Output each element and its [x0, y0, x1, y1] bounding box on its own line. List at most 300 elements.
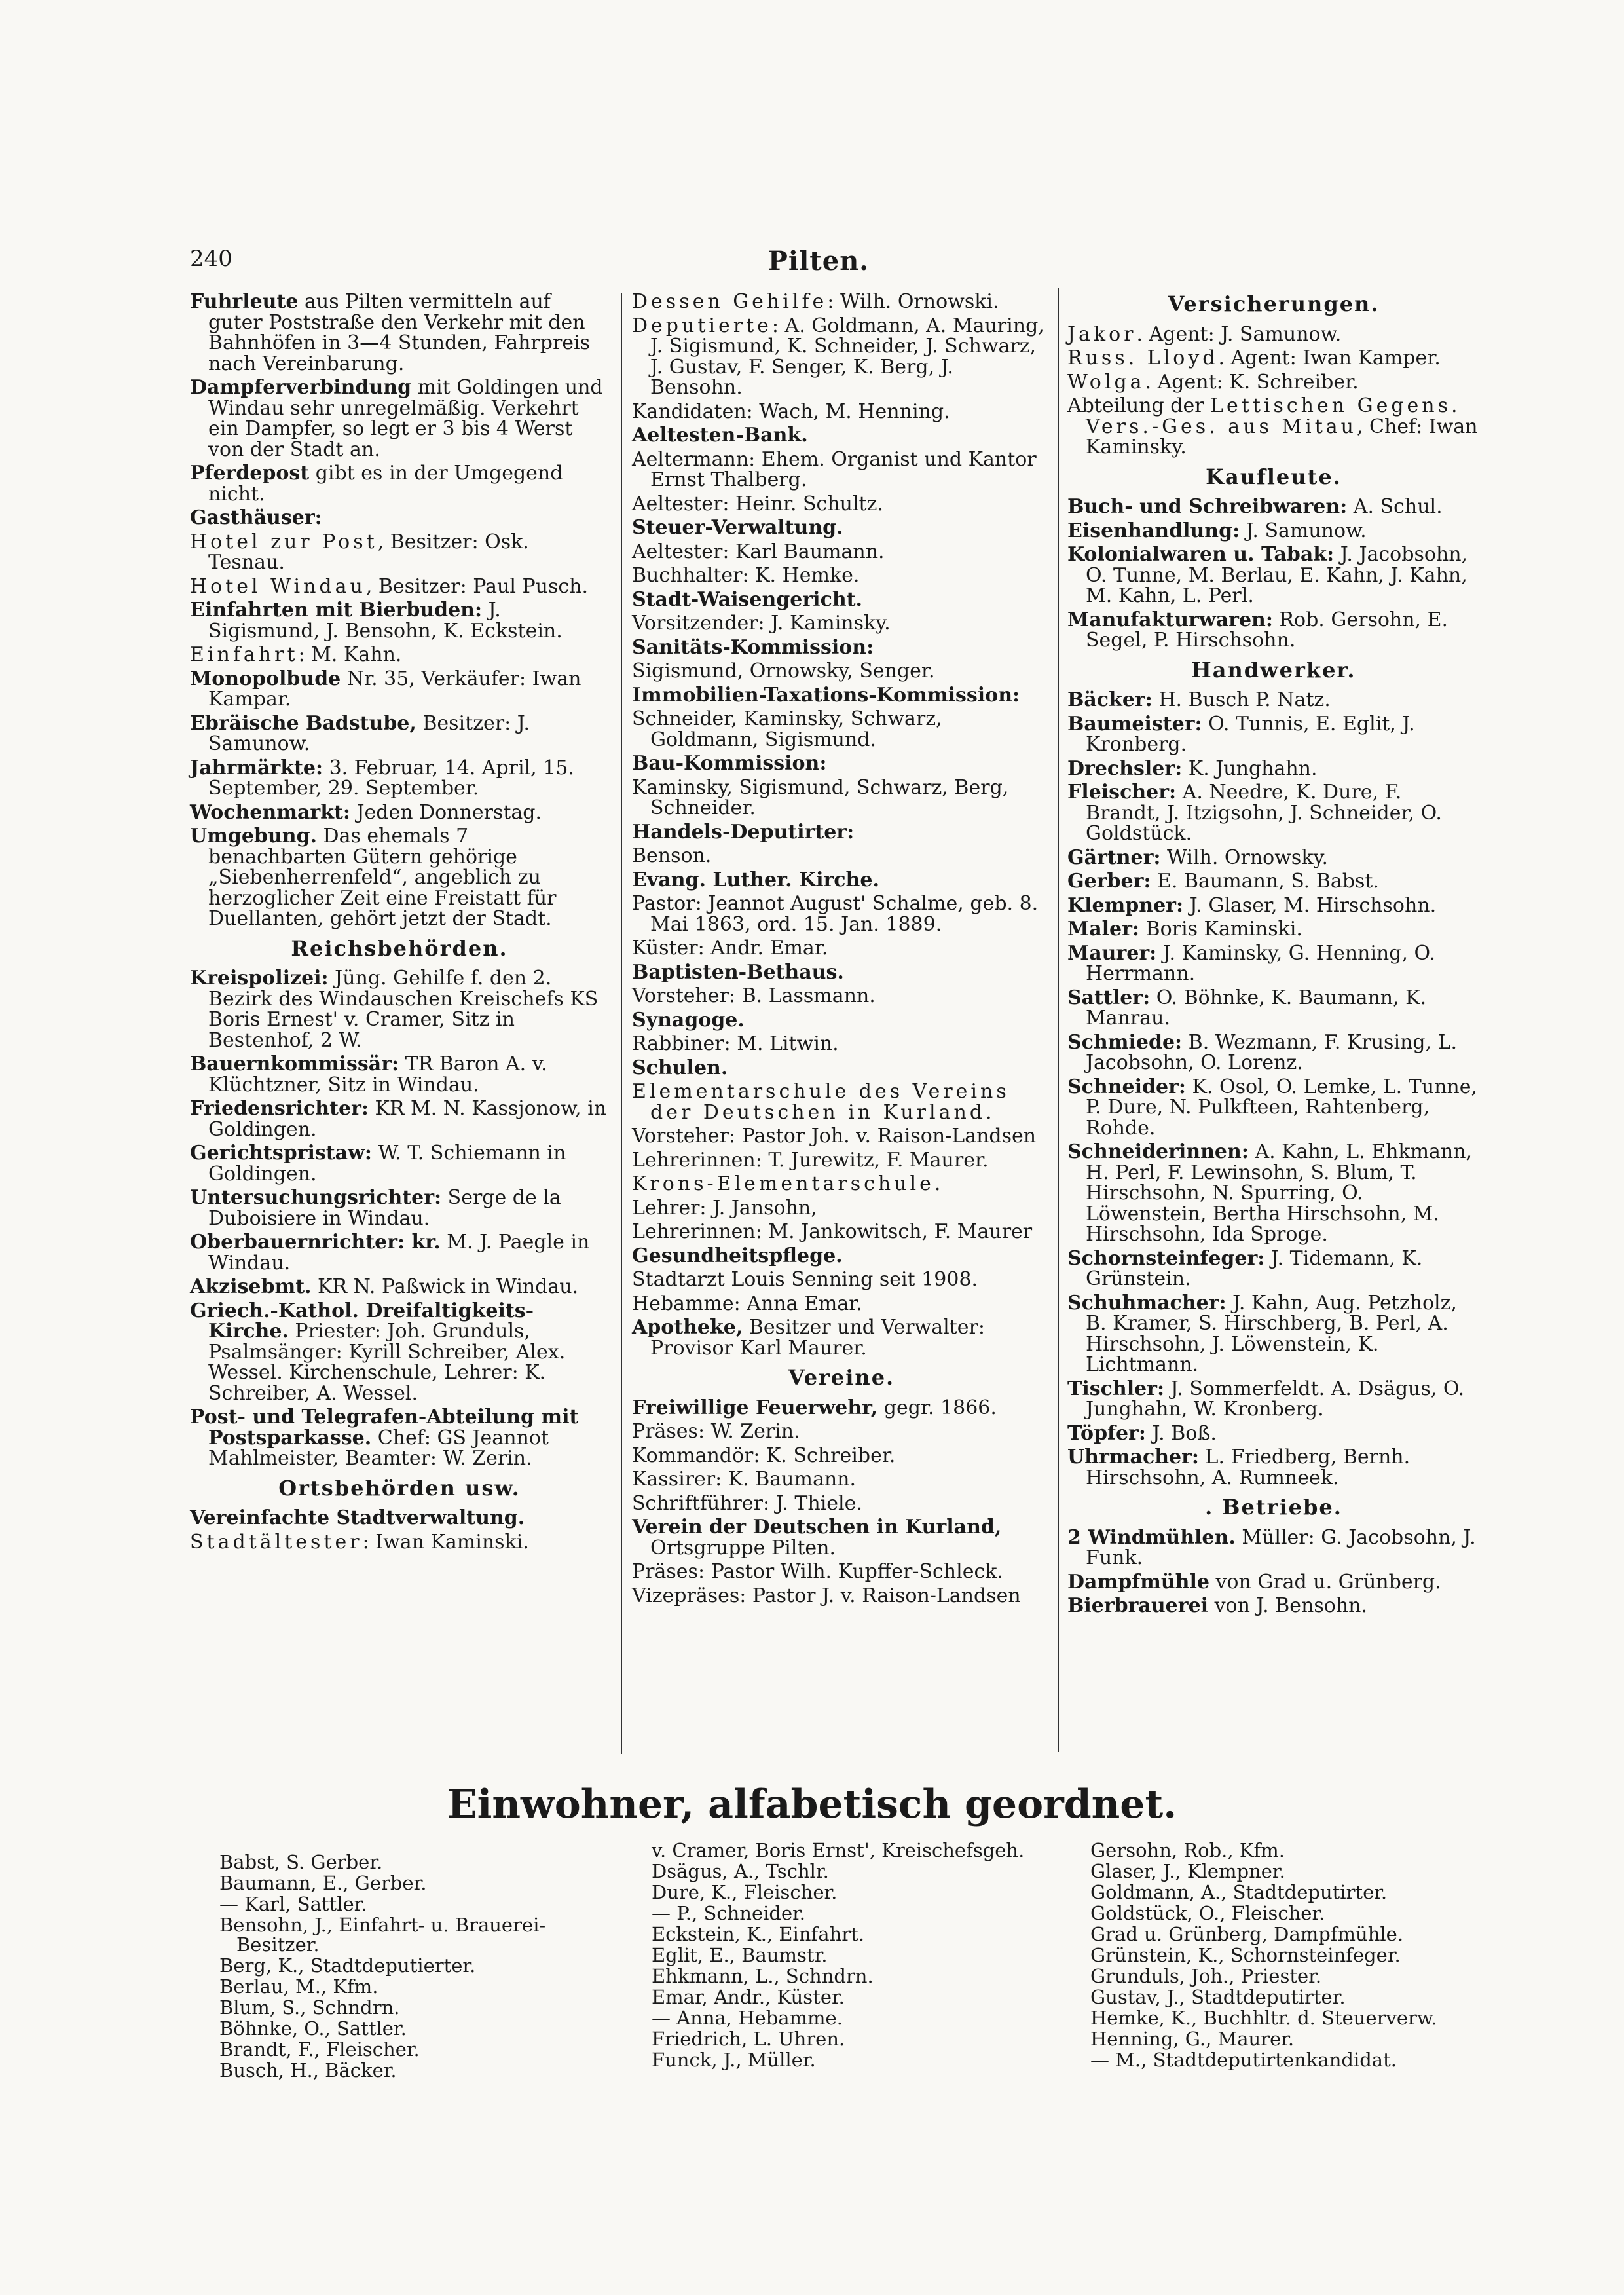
- entry: [1067, 1595, 1480, 1616]
- resident-entry: Dsägus, A., Tschlr.: [652, 1860, 829, 1882]
- entry-text: KR M. N. Kassjonow, in Goldingen.: [208, 1097, 607, 1141]
- entry-text: Aeltermann: Ehem. Organist und Kantor Ernst Thalberg.: [632, 447, 1037, 491]
- entry-text: Präses: W. Zerin.: [632, 1420, 800, 1443]
- entry-spaced-name: Stadtältester: [190, 1530, 363, 1554]
- entry: [1067, 610, 1480, 651]
- entry: [190, 968, 609, 1051]
- entry-keyword: Wochenmarkt:: [190, 800, 350, 824]
- entry-text: Chef: GS Jeannot Mahlmeister, Beamter: W. Zerin.: [208, 1426, 549, 1470]
- entry-text: Boris Kaminski.: [1139, 918, 1302, 941]
- resident-entry: Grunduls, Joh., Priester.: [1090, 1965, 1322, 1987]
- entry-spaced-name: Einfahrt: [190, 643, 299, 666]
- entry: [632, 1421, 1051, 1442]
- entry-keyword: Schneider:: [1067, 1075, 1186, 1098]
- entry: [1067, 871, 1480, 892]
- entry-text: Aeltester: Karl Baumann.: [632, 540, 885, 563]
- entry-text: : M. Kahn.: [298, 643, 402, 666]
- entry-text: , Chef: Iwan Kaminsky.: [1086, 415, 1478, 458]
- resident-entry: Funck, J., Müller.: [652, 2049, 816, 2071]
- entry-keyword: Friedensrichter:: [190, 1097, 369, 1120]
- resident-entry: Blum, S., Schndrn.: [219, 1996, 400, 2019]
- entry-text: . Agent: K. Schreiber.: [1145, 370, 1359, 394]
- resident-entry: Eckstein, K., Einfahrt.: [652, 1923, 864, 1945]
- entry-text: Vorsteher: B. Lassmann.: [632, 984, 876, 1007]
- entry: [190, 1098, 609, 1140]
- entry: [1067, 1447, 1480, 1488]
- entry-text: J. Jacobsohn, O. Tunne, M. Berlau, E. Kahn, J. Kahn, M. Kahn, L. Perl.: [1086, 543, 1468, 607]
- entry: [632, 962, 1051, 983]
- entry-keyword: Immobilien-Taxations-Kommission:: [632, 683, 1020, 707]
- resident-entry: — M., Stadtdeputirtenkandidat.: [1090, 2049, 1397, 2071]
- entry: [632, 589, 1051, 610]
- entry-keyword: Uhrmacher:: [1067, 1446, 1200, 1468]
- entry-keyword: Schuhmacher:: [1067, 1291, 1227, 1315]
- entry-text: . Agent: J. Samunow.: [1136, 322, 1342, 346]
- entry-keyword: Vereinfachte Stadtverwaltung.: [190, 1506, 525, 1529]
- entry-text: Stadtarzt Louis Senning seit 1908.: [632, 1268, 978, 1291]
- entry-text: Lehrerinnen: T. Jurewitz, F. Maurer.: [632, 1148, 989, 1172]
- entry-keyword: Post- und Telegrafen-Abteilung mit Postsparkasse.: [190, 1406, 579, 1449]
- resident-entry: Goldstück, O., Fleischer.: [1090, 1902, 1325, 1924]
- entry: [190, 377, 609, 460]
- page-header: [190, 246, 1447, 285]
- entry: [632, 425, 1051, 446]
- entry-keyword: Umgebung.: [190, 825, 317, 848]
- entry-spaced-name: Lettischen Gegens. Vers.-Ges. aus Mitau: [1086, 394, 1461, 438]
- entry: [632, 938, 1051, 959]
- resident-entry: Henning, G., Maurer.: [1090, 2028, 1295, 2050]
- entry-text: J. Kahn, Aug. Petzholz, B. Kramer, S. Hirschberg, B. Perl, A. Hirschsohn, J. Löwenstein, K. Lichtmann.: [1086, 1291, 1457, 1376]
- entry: [632, 1126, 1051, 1147]
- entry: [190, 1054, 609, 1095]
- entry: [190, 532, 609, 573]
- entry-text: gegr. 1866.: [877, 1396, 997, 1419]
- entry-text: Pastor: Jeannot August' Schalme, geb. 8. Mai 1863, ord. 15. Jan. 1889.: [632, 892, 1039, 936]
- entry: [632, 893, 1051, 935]
- entry-text: Vizepräses: Pastor J. v. Raison-Landsen: [632, 1584, 1021, 1607]
- entry-keyword: Jahrmärkte:: [190, 756, 323, 779]
- section-heading: Handwerker.: [1191, 657, 1356, 682]
- entry: [632, 1222, 1051, 1242]
- entry: [632, 1493, 1051, 1514]
- entry-keyword: Gärtner:: [1067, 846, 1161, 869]
- entry: [632, 709, 1051, 750]
- entry: [632, 1010, 1051, 1031]
- entry-keyword: Freiwillige Feuerwehr,: [632, 1396, 878, 1419]
- entry: [632, 1469, 1051, 1490]
- entry-keyword: Kolonialwaren u. Tabak:: [1067, 543, 1335, 566]
- entry-text: L. Friedberg, Bernh. Hirschsohn, A. Rumneek.: [1086, 1446, 1411, 1489]
- entry-text: , Besitzer: Osk. Tesnau.: [208, 530, 529, 574]
- entry-keyword: Fleischer:: [1067, 781, 1177, 804]
- entry-text: Ortsgruppe Pilten.: [650, 1536, 836, 1559]
- entry: [632, 685, 1051, 706]
- section-heading: Reichsbehörden.: [291, 935, 508, 961]
- entry-keyword: Klempner:: [1067, 893, 1184, 917]
- entry-text: aus Pilten vermitteln auf guter Poststraße den Verkehr mit den Bahnhöfen in 3—4 Stunden, Fahrpreis nach Vereinbarung.: [208, 290, 591, 375]
- entry: [190, 1232, 609, 1273]
- entry: [190, 463, 609, 504]
- entry-text: : A. Goldmann, A. Mauring, J. Sigismund, K. Schneider, J. Schwarz, J. Gustav, F. Senger, K. Berg, J. Bensohn.: [650, 314, 1044, 399]
- residents-title: Einwohner, alfabetisch geordnet.: [447, 1782, 1177, 1827]
- entry: [1067, 1572, 1480, 1593]
- entry: [1067, 714, 1480, 755]
- entry: [632, 316, 1051, 398]
- entry: [632, 613, 1051, 634]
- entry-keyword: Bau-Kommission:: [632, 752, 827, 775]
- entry-keyword: Schornsteinfeger:: [1067, 1246, 1265, 1270]
- entry: [1067, 943, 1480, 984]
- entry-text: Sigismund, Ornowsky, Senger.: [632, 660, 935, 682]
- entry-spaced-name: Krons-Elementarschule.: [632, 1172, 944, 1195]
- section-heading: . Betriebe.: [1205, 1495, 1342, 1520]
- entry-keyword: Gerber:: [1067, 870, 1151, 893]
- entry: [190, 758, 609, 799]
- entry: [1067, 690, 1480, 711]
- entry-spaced-name: Dessen Gehilfe: [632, 290, 828, 313]
- entry-text: TR Baron A. v. Klüchtzner, Sitz in Windau.: [208, 1053, 547, 1096]
- entry: [1067, 324, 1480, 345]
- entry-text: Schriftführer: J. Thiele.: [632, 1491, 862, 1515]
- entry-keyword: Dampfmühle: [1067, 1570, 1209, 1594]
- entry: [190, 1532, 609, 1553]
- entry: [632, 777, 1051, 819]
- entry: [190, 291, 609, 374]
- entry-text: J. Glaser, M. Hirschsohn.: [1183, 893, 1437, 917]
- entry-text: Buchhalter: K. Hemke.: [632, 564, 860, 587]
- entry-keyword: Schneiderinnen:: [1067, 1140, 1249, 1163]
- entry-text: Kaminsky, Sigismund, Schwarz, Berg, Schneider.: [632, 775, 1009, 819]
- entry-keyword: 2 Windmühlen.: [1067, 1525, 1236, 1549]
- resident-entry: Goldmann, A., Stadtdeputirter.: [1090, 1881, 1388, 1903]
- entry: [632, 870, 1051, 891]
- entry-text: Wilh. Ornowsky.: [1160, 846, 1328, 869]
- entry-spaced-name: Wolga: [1067, 370, 1145, 394]
- section-heading: Vereine.: [788, 1365, 895, 1390]
- entry: [1067, 496, 1480, 517]
- entry: [632, 986, 1051, 1007]
- entry: [190, 576, 609, 597]
- residents-column-3: [1090, 1840, 1470, 2071]
- resident-entry: Grad u. Grünberg, Dampfmühle.: [1090, 1923, 1404, 1945]
- entry-keyword: Fuhrleute: [190, 290, 299, 313]
- entry: [1067, 1379, 1480, 1420]
- resident-entry: Gustav, J., Stadtdeputirter.: [1090, 1986, 1346, 2008]
- running-title: Pilten.: [767, 246, 870, 276]
- resident-entry: Dure, K., Fleischer.: [652, 1881, 838, 1903]
- entry: [190, 802, 609, 823]
- entry-spaced-name: Deputierte: [632, 314, 772, 337]
- entry: [1067, 919, 1480, 940]
- resident-entry: Brandt, F., Fleischer.: [219, 2038, 420, 2061]
- entry-text: E. Baumann, S. Babst.: [1151, 870, 1379, 893]
- entry-text: Schneider, Kaminsky, Schwarz, Goldmann, Sigismund.: [632, 707, 942, 751]
- entry-text: Priester: Joh. Grunduls, Psalmsänger: Kyrill Schreiber, Alex. Wessel. Kirchenschule, Lehrer: K. Schreiber, A. Wessel.: [208, 1320, 566, 1405]
- resident-entry: Ehkmann, L., Schndrn.: [652, 1965, 874, 1987]
- entry-keyword: Handels-Deputirter:: [632, 820, 855, 844]
- entry: [632, 565, 1051, 586]
- column-divider: [621, 293, 622, 1754]
- resident-entry: — Anna, Hebamme.: [652, 2007, 843, 2029]
- entry: [1067, 1293, 1480, 1375]
- entry: [632, 846, 1051, 867]
- resident-entry: Eglit, E., Baumstr.: [652, 1944, 828, 1966]
- entry: [632, 1246, 1051, 1267]
- entry: [190, 1143, 609, 1184]
- entry: [632, 1517, 1051, 1558]
- resident-entry: Baumann, E., Gerber.: [219, 1872, 427, 1894]
- entry-text: Hebamme: Anna Emar.: [632, 1292, 862, 1315]
- entry-keyword: Oberbauernrichter: kr.: [190, 1231, 441, 1254]
- residents-column-1: [219, 1852, 612, 2081]
- entry-keyword: Gerichtspristaw:: [190, 1142, 372, 1165]
- entry-keyword: Akzisebmt.: [190, 1275, 312, 1298]
- entry-text: Nr. 35, Verkäufer: Iwan Kampar.: [208, 667, 581, 711]
- entry: [632, 661, 1051, 682]
- entry: [190, 713, 609, 755]
- entry: [190, 1508, 609, 1529]
- entry-keyword: Sanitäts-Kommission:: [632, 635, 874, 659]
- entry-keyword: Buch- und Schreibwaren:: [1067, 495, 1348, 518]
- entry: [1067, 348, 1480, 369]
- entry-text: Küster: Andr. Emar.: [632, 937, 828, 960]
- entry-text: Vorsteher: Pastor Joh. v. Raison-Landsen: [632, 1125, 1037, 1148]
- entry: [1067, 1032, 1480, 1073]
- entry: [1067, 782, 1480, 844]
- entry: [1067, 758, 1480, 779]
- section-heading: Ortsbehörden usw.: [278, 1475, 521, 1501]
- column-left: [190, 291, 609, 1556]
- entry-text: K. Junghahn.: [1182, 756, 1318, 780]
- entry-keyword: Aeltesten-Bank.: [632, 424, 808, 447]
- entry-text: J. Boß.: [1145, 1421, 1217, 1445]
- entry: [190, 826, 609, 929]
- entry: [632, 542, 1051, 563]
- entry-text: B. Wezmann, F. Krusing, L. Jacobsohn, O. Lorenz.: [1086, 1030, 1458, 1074]
- entry-text: Jeden Donnerstag.: [350, 800, 542, 824]
- section-heading: Versicherungen.: [1168, 291, 1380, 316]
- resident-entry: Babst, S. Gerber.: [219, 1851, 383, 1873]
- entry-text: Präses: Pastor Wilh. Kupffer-Schleck.: [632, 1560, 1003, 1583]
- entry-keyword: Monopolbude: [190, 667, 341, 690]
- entry: [1067, 544, 1480, 606]
- entry: [190, 1277, 609, 1297]
- entry: [632, 1269, 1051, 1290]
- entry: [632, 291, 1051, 312]
- entry-text: O. Tunnis, E. Eglit, J. Kronberg.: [1086, 712, 1415, 756]
- entry-keyword: Bierbrauerei: [1067, 1594, 1209, 1617]
- entry-text: J. Kaminsky, G. Henning, O. Herrmann.: [1086, 941, 1435, 985]
- entry-text: O. Böhnke, K. Baumann, K. Manrau.: [1086, 986, 1427, 1030]
- entry-keyword: Eisenhandlung:: [1067, 519, 1240, 542]
- resident-entry: Böhnke, O., Sattler.: [219, 2017, 407, 2040]
- entry-keyword: Verein der Deutschen in Kurland,: [632, 1516, 1002, 1539]
- resident-entry: Berlau, M., Kfm.: [219, 1975, 378, 1998]
- entry-keyword: Steuer-Verwaltung.: [632, 516, 843, 539]
- entry: [632, 1561, 1051, 1582]
- entry-text: Kommandör: K. Schreiber.: [632, 1444, 896, 1467]
- entry: [632, 1294, 1051, 1315]
- section-heading: Kaufleute.: [1206, 464, 1342, 489]
- entry-text: mit Goldingen und Windau sehr unregelmäßig. Verkehrt ein Dampfer, so legt er 3 bis 4 Werst von der Stadt an.: [208, 376, 603, 461]
- entry-text: , Besitzer: Paul Pusch.: [365, 574, 589, 598]
- entry: [1067, 988, 1480, 1029]
- column-divider: [1058, 288, 1059, 1752]
- entry: [1067, 1527, 1480, 1569]
- entry: [632, 1034, 1051, 1054]
- entry: [1067, 372, 1480, 393]
- entry: [632, 1081, 1051, 1123]
- entry: [190, 669, 609, 710]
- entry-text: A. Kahn, L. Ehkmann, H. Perl, F. Lewinsohn, S. Blum, T. Hirschsohn, N. Spurring, O. Löwenstein, Bertha Hirschsohn, M. Hirschsohn, Ida Sproge.: [1086, 1140, 1473, 1246]
- entry-keyword: Dampferverbindung: [190, 376, 412, 399]
- entry-text: Besitzer: J. Samunow.: [208, 711, 530, 755]
- entry-text: K. Osol, O. Lemke, L. Tunne, P. Dure, N. Pulkfteen, Rahtenberg, Rohde.: [1086, 1075, 1478, 1140]
- entry-keyword: Baumeister:: [1067, 712, 1202, 736]
- entry-text: : Wilh. Ornowski.: [827, 290, 999, 313]
- column-right: [1067, 285, 1480, 1620]
- entry-text: Das ehemals 7 benachbarten Gütern gehörige „Siebenherrenfeld“, angeblich zu herzoglicher Zeit eine Freistatt für Duellanten, gehört jetzt der Stadt.: [208, 825, 557, 930]
- resident-entry: Berg, K., Stadtdeputierter.: [219, 1954, 476, 1977]
- entry-text: J. Sigismund, J. Bensohn, K. Eckstein.: [208, 599, 563, 643]
- entry: [632, 822, 1051, 843]
- resident-entry: Gersohn, Rob., Kfm.: [1090, 1839, 1285, 1861]
- entry: [632, 1198, 1051, 1219]
- entry-text: Serge de la Duboisiere in Windau.: [208, 1186, 561, 1230]
- resident-entry: Hemke, K., Buchhltr. d. Steuerverw.: [1090, 2007, 1437, 2029]
- resident-entry: Emar, Andr., Küster.: [652, 1986, 845, 2008]
- entry-text: A. Schul.: [1347, 495, 1443, 518]
- entry: [190, 600, 609, 641]
- entry-text: Abteilung der: [1067, 394, 1211, 417]
- entry-keyword: Apotheke,: [632, 1316, 743, 1339]
- entry-text: Benson.: [632, 844, 712, 867]
- resident-entry: Busch, H., Bäcker.: [219, 2059, 397, 2081]
- resident-entry: — Karl, Sattler.: [219, 1893, 367, 1915]
- residents-column-2: [652, 1840, 1071, 2071]
- entry: [1067, 1248, 1480, 1290]
- entry: [190, 1407, 609, 1469]
- entry-text: Kandidaten: Wach, M. Henning.: [632, 400, 950, 423]
- entry-keyword: Griech.-Kathol. Dreifaltigkeits-Kirche.: [190, 1299, 534, 1343]
- entry-text: Besitzer und Verwalter: Provisor Karl Maurer.: [650, 1316, 985, 1360]
- entry: [632, 753, 1051, 774]
- entry-text: Aeltester: Heinr. Schultz.: [632, 492, 883, 515]
- entry: [190, 508, 609, 529]
- entry-keyword: Evang. Luther. Kirche.: [632, 868, 879, 891]
- entry-keyword: Drechsler:: [1067, 756, 1183, 780]
- entry-keyword: Bauernkommissär:: [190, 1053, 399, 1075]
- entry-keyword: Schulen.: [632, 1056, 728, 1079]
- page-number: 240: [190, 246, 232, 272]
- resident-entry: Grünstein, K., Schornsteinfeger.: [1090, 1944, 1401, 1966]
- entry-text: Vorsitzender: J. Kaminsky.: [632, 612, 891, 635]
- entry-text: 3. Februar, 14. April, 15. September, 29. September.: [208, 756, 574, 800]
- entry-keyword: Gesundheitspflege.: [632, 1244, 843, 1267]
- entry-text: von J. Bensohn.: [1208, 1594, 1367, 1617]
- entry-keyword: Schmiede:: [1067, 1030, 1183, 1054]
- entry-spaced-name: Russ. Lloyd: [1067, 346, 1219, 369]
- entry-spaced-name: Elementarschule des Vereins der Deutschen in Kurland.: [632, 1080, 1010, 1124]
- entry-text: W. T. Schiemann in Goldingen.: [208, 1142, 566, 1185]
- entry-text: H. Busch P. Natz.: [1152, 688, 1331, 711]
- entry: [1067, 396, 1480, 458]
- entry-text: Müller: G. Jacobsohn, J. Funk.: [1086, 1525, 1476, 1569]
- entry: [1067, 1077, 1480, 1139]
- entry: [1067, 1423, 1480, 1444]
- entry-text: A. Needre, K. Dure, F. Brandt, J. Itzigsohn, J. Schneider, O. Goldstück.: [1086, 781, 1442, 845]
- entry-keyword: Untersuchungsrichter:: [190, 1186, 442, 1209]
- entry-text: M. J. Paegle in Windau.: [208, 1231, 590, 1275]
- entry: [1067, 895, 1480, 916]
- resident-entry: Bensohn, J., Einfahrt- u. Brauerei-Besitzer.: [219, 1914, 546, 1956]
- entry-text: . Agent: Iwan Kamper.: [1218, 346, 1441, 369]
- entry: [632, 1058, 1051, 1079]
- entry: [632, 637, 1051, 658]
- entry-keyword: Sattler:: [1067, 986, 1151, 1009]
- entry-keyword: Pferdepost: [190, 462, 310, 485]
- resident-entry: Friedrich, L. Uhren.: [652, 2028, 845, 2050]
- entry-keyword: Manufakturwaren:: [1067, 608, 1273, 631]
- entry-text: KR N. Paßwick in Windau.: [311, 1275, 579, 1298]
- entry: [632, 401, 1051, 422]
- entry: [190, 644, 609, 665]
- entry: [632, 1174, 1051, 1195]
- entry: [632, 1586, 1051, 1607]
- entry-text: : Iwan Kaminski.: [362, 1530, 529, 1554]
- entry-keyword: Synagoge.: [632, 1008, 745, 1032]
- entry-keyword: Gasthäuser:: [190, 506, 322, 529]
- entry: [1067, 1142, 1480, 1245]
- entry-text: Lehrerinnen: M. Jankowitsch, F. Maurer: [632, 1220, 1033, 1243]
- entry-keyword: Maurer:: [1067, 941, 1157, 965]
- entry-keyword: Maler:: [1067, 918, 1140, 941]
- entry-text: Rabbiner: M. Litwin.: [632, 1032, 839, 1055]
- entry-spaced-name: Hotel zur Post: [190, 530, 378, 553]
- entry-keyword: Einfahrten mit Bierbuden:: [190, 599, 483, 622]
- entry-keyword: Stadt-Waisengericht.: [632, 588, 862, 611]
- entry-keyword: Kreispolizei:: [190, 967, 329, 990]
- entry-keyword: Tischler:: [1067, 1377, 1165, 1400]
- entry-text: J. Tidemann, K. Grünstein.: [1086, 1246, 1423, 1290]
- entry-keyword: Ebräische Badstube,: [190, 711, 416, 735]
- entry-keyword: Töpfer:: [1067, 1421, 1146, 1445]
- entry: [632, 1446, 1051, 1466]
- entry: [632, 517, 1051, 538]
- resident-entry: v. Cramer, Boris Ernst', Kreischefsgeh.: [652, 1839, 1025, 1861]
- entry-keyword: Baptisten-Bethaus.: [632, 960, 844, 984]
- entry: [632, 1150, 1051, 1171]
- resident-entry: — P., Schneider.: [652, 1902, 806, 1924]
- entry-text: gibt es in der Umgegend nicht.: [208, 462, 563, 506]
- entry: [1067, 521, 1480, 542]
- resident-entry: Glaser, J., Klempner.: [1090, 1860, 1285, 1882]
- entry-keyword: Bäcker:: [1067, 688, 1153, 711]
- entry: [190, 1187, 609, 1229]
- entry: [632, 1317, 1051, 1358]
- entry-text: Rob. Gersohn, E. Segel, P. Hirschsohn.: [1086, 608, 1449, 652]
- entry-spaced-name: Hotel Windau: [190, 574, 366, 598]
- entry: [632, 449, 1051, 491]
- entry-text: Jüng. Gehilfe f. den 2. Bezirk des Windauschen Kreischefs KS Boris Ernest' v. Cramer, Sitz in Bestenhof, 2 W.: [208, 967, 599, 1052]
- column-middle: [632, 291, 1051, 1609]
- entry-text: J. Sommerfeldt. A. Dsägus, O. Junghahn, W. Kronberg.: [1086, 1377, 1465, 1421]
- entry-text: von Grad u. Grünberg.: [1209, 1570, 1441, 1594]
- entry-text: J. Samunow.: [1240, 519, 1367, 542]
- entry-text: Kassirer: K. Baumann.: [632, 1468, 857, 1491]
- entry: [190, 1301, 609, 1404]
- entry: [1067, 848, 1480, 868]
